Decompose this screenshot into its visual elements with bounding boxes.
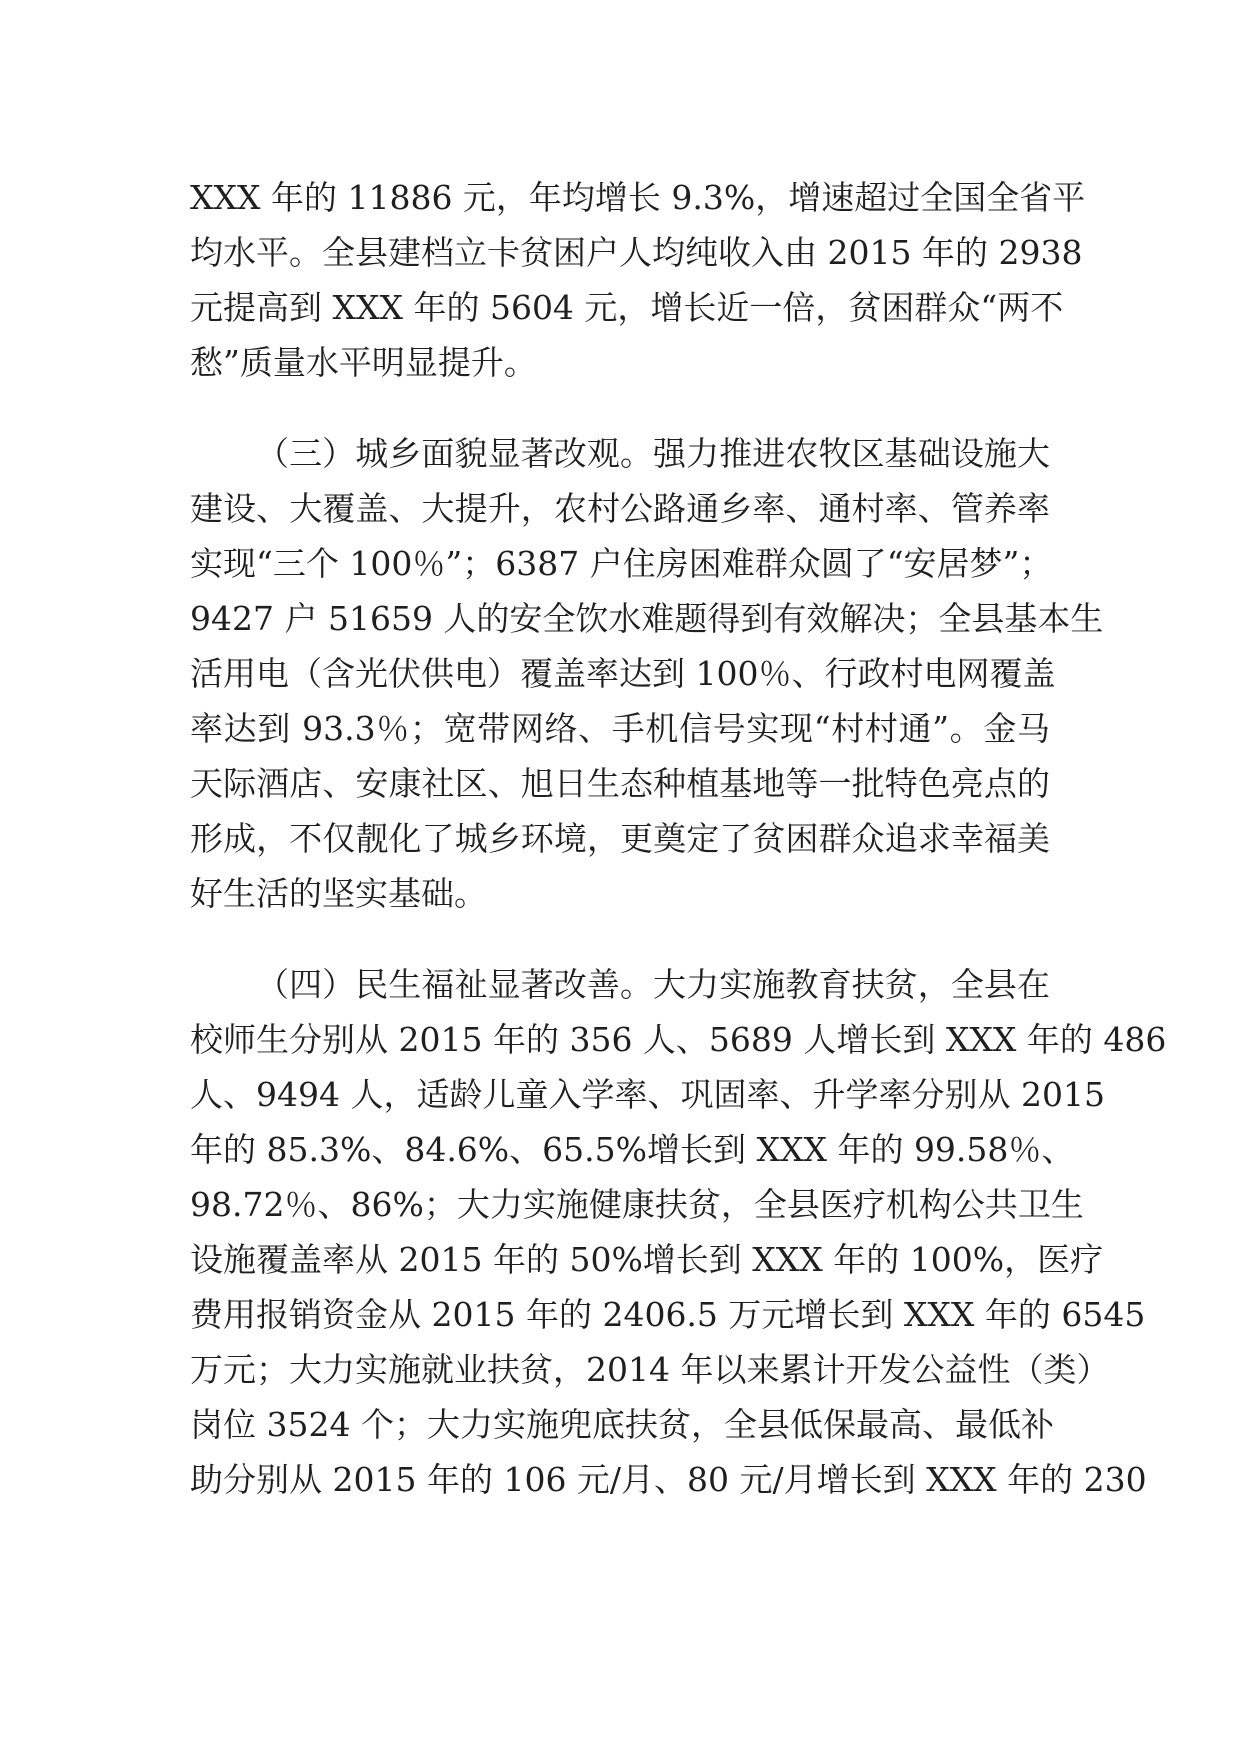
paragraph-urban-rural bbox=[190, 426, 1104, 921]
text-line: 率达到 93.3％；宽带网络、手机信号实现“村村通”。金马 bbox=[190, 709, 1050, 748]
paragraph-spacer bbox=[190, 390, 1050, 426]
text-line: 愁”质量水平明显提升。 bbox=[190, 343, 537, 382]
text-line: 建设、大覆盖、大提升，农村公路通乡率、通村率、管养率 bbox=[190, 489, 1050, 528]
text-line: 费用报销资金从 2015 年的 2406.5 万元增长到 XXX 年的 6545 bbox=[190, 1295, 1146, 1334]
text-line: 岗位 3524 个；大力实施兜底扶贫，全县低保最高、最低补 bbox=[190, 1405, 1054, 1444]
text-line: XXX 年的 11886 元，年均增长 9.3%，增速超过全国全省平 bbox=[190, 178, 1086, 217]
text-line: 活用电（含光伏供电）覆盖率达到 100％、行政村电网覆盖 bbox=[190, 654, 1056, 693]
text-line: 9427 户 51659 人的安全饮水难题得到有效解决；全县基本生 bbox=[190, 599, 1104, 638]
text-line: 天际酒店、安康社区、旭日生态种植基地等一批特色亮点的 bbox=[190, 764, 1050, 803]
text-line: 均水平。全县建档立卡贫困户人均纯收入由 2015 年的 2938 bbox=[190, 233, 1083, 272]
text-line: 元提高到 XXX 年的 5604 元，增长近一倍，贫困群众“两不 bbox=[190, 288, 1064, 327]
document-body bbox=[190, 170, 1167, 1507]
text-line: 设施覆盖率从 2015 年的 50%增长到 XXX 年的 100%，医疗 bbox=[190, 1240, 1104, 1279]
text-line: 校师生分别从 2015 年的 356 人、5689 人增长到 XXX 年的 486 bbox=[190, 1020, 1167, 1059]
text-line: 助分别从 2015 年的 106 元/月、80 元/月增长到 XXX 年的 230 bbox=[190, 1460, 1147, 1499]
text-line: 人、9494 人，适龄儿童入学率、巩固率、升学率分别从 2015 bbox=[190, 1075, 1105, 1114]
paragraph-spacer bbox=[190, 921, 1050, 957]
text-line: 好生活的坚实基础。 bbox=[190, 874, 487, 913]
text-line: 形成，不仅靓化了城乡环境，更奠定了贫困群众追求幸福美 bbox=[190, 819, 1050, 858]
text-line: 万元；大力实施就业扶贫，2014 年以来累计开发公益性（类） bbox=[190, 1350, 1110, 1389]
text-line: （三）城乡面貌显著改观。强力推进农牧区基础设施大 bbox=[256, 434, 1050, 473]
text-line: 98.72％、86%；大力实施健康扶贫，全县医疗机构公共卫生 bbox=[190, 1185, 1084, 1224]
paragraph-income bbox=[190, 170, 1086, 390]
text-line: （四）民生福祉显著改善。大力实施教育扶贫，全县在 bbox=[256, 965, 1050, 1004]
text-line: 实现“三个 100％”；6387 户住房困难群众圆了“安居梦”； bbox=[190, 544, 1053, 583]
paragraph-livelihood bbox=[190, 957, 1167, 1507]
text-line: 年的 85.3%、84.6%、65.5%增长到 XXX 年的 99.58％、 bbox=[190, 1130, 1075, 1169]
